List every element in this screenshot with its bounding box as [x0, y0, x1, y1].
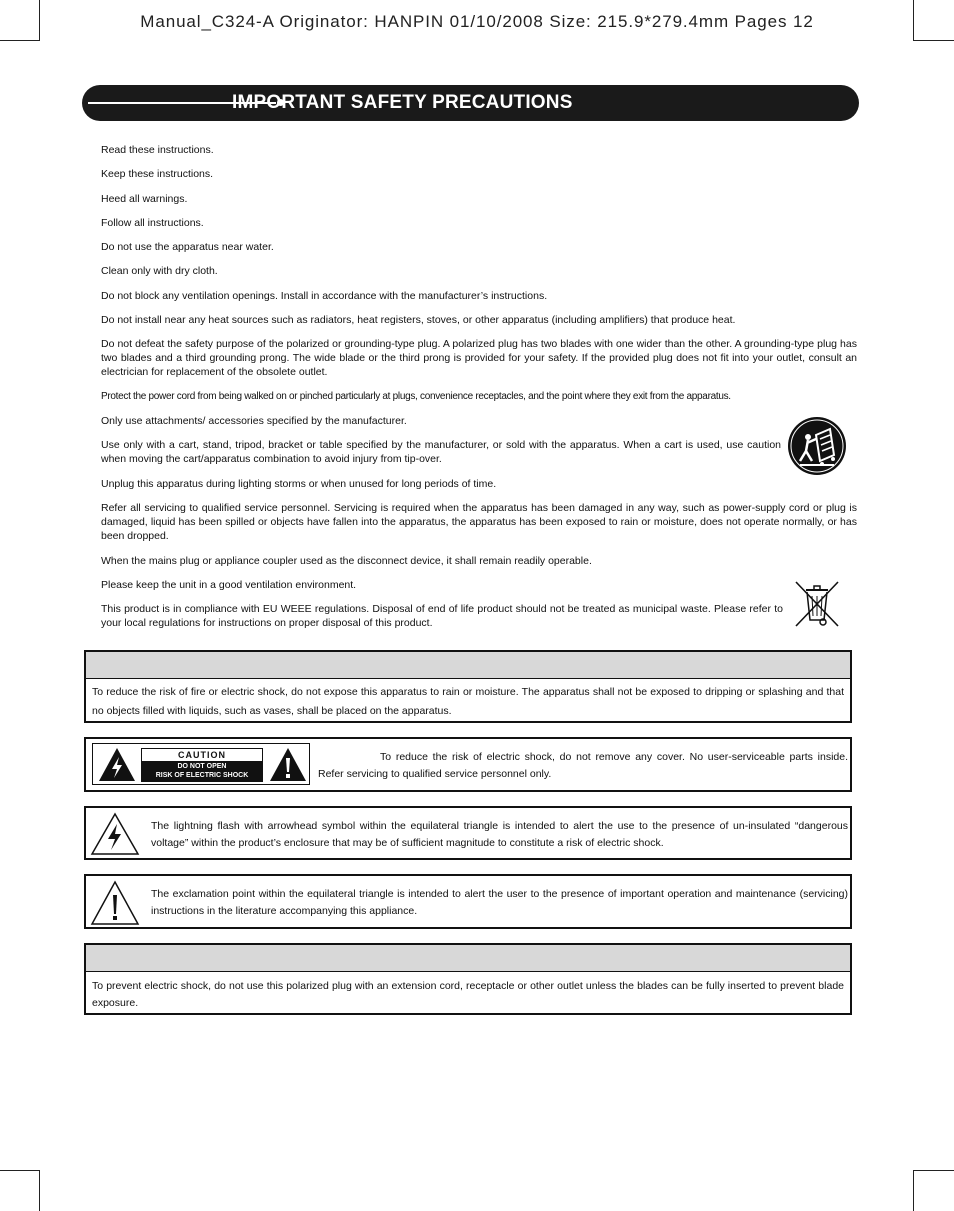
instruction-item: Please keep the unit in a good ventilation environment.	[101, 579, 357, 591]
crop-mark	[913, 40, 954, 41]
caution-line-2: RISK OF ELECTRIC SHOCK	[155, 772, 249, 779]
caution-plate	[141, 748, 263, 782]
exclamation-info-box	[84, 874, 852, 929]
instruction-item: Unplug this apparatus during lighting storms or when unused for long periods of time.	[101, 478, 497, 490]
cart-tip-over-icon	[786, 415, 848, 477]
instruction-item: This product is in compliance with EU WEEE regulations. Disposal of end of life product should not be treated as municipal waste. Please refer to your local regulations for instructions on proper disposal of this product.	[101, 603, 783, 629]
banner-title: IMPORTANT SAFETY PRECAUTIONS	[232, 92, 573, 113]
plug-warning-box	[84, 943, 852, 1015]
instruction-item: Use only with a cart, stand, tripod, bracket or table specified by the manufacturer, or sold with the apparatus. When a cart is used, use caution when moving the cart/apparatus combination to avoid injury from tip-over.	[101, 439, 781, 465]
instruction-item: Read these instructions.	[101, 144, 214, 156]
caution-text: To reduce the risk of electric shock, do not remove any cover. No user-serviceable parts inside. Refer servicing to qualified service personnel only.	[318, 751, 848, 780]
lightning-triangle-icon	[90, 812, 140, 856]
instruction-item: Do not block any ventilation openings. Install in accordance with the manufacturer’s instructions.	[101, 290, 548, 302]
caution-line-1: DO NOT OPEN	[177, 763, 227, 770]
instruction-item: Refer all servicing to qualified service personnel. Servicing is required when the apparatus has been damaged in any way, such as power-supply cord or plug is damaged, liquid has been spilled or objects have fallen into the apparatus, the apparatus has been exposed to rain or moisture, does not operate normally, or has been dropped.	[101, 502, 857, 542]
warning-box-text: To reduce the risk of fire or electric shock, do not expose this apparatus to rain or moisture. The apparatus shall not be exposed to dripping or splashing and that no objects filled with liquids, such as vases, shall be placed on the apparatus.	[92, 686, 844, 717]
exclamation-triangle-icon	[268, 746, 308, 783]
caution-box	[84, 737, 852, 792]
instruction-item: Clean only with dry cloth.	[101, 265, 218, 277]
lightning-info-box	[84, 806, 852, 860]
plug-box-text: To prevent electric shock, do not use this polarized plug with an extension cord, receptacle or other outlet unless the blades can be fully inserted to prevent blade exposure.	[92, 980, 844, 1009]
lightning-triangle-icon	[97, 746, 137, 783]
caution-subtitle	[142, 761, 262, 782]
instruction-item: Do not install near any heat sources such as radiators, heat registers, stoves, or other apparatus (including amplifiers) that produce heat.	[101, 314, 736, 326]
instruction-item: Follow all instructions.	[101, 217, 204, 229]
exclamation-triangle-icon	[90, 880, 140, 926]
plug-box-header	[86, 945, 850, 972]
crop-mark	[0, 1170, 40, 1171]
lightning-info-text: The lightning flash with arrowhead symbol within the equilateral triangle is intended to alert the use to the presence of un-insulated “dangerous voltage” within the product’s enclosure that may be of sufficient magnitude to constitute a risk of electric shock.	[151, 820, 848, 849]
warning-box	[84, 650, 852, 723]
instruction-item: Protect the power cord from being walked on or pinched particularly at plugs, convenience receptacles, and the point where they exit from the apparatus.	[101, 391, 731, 402]
crossed-out-wheelie-bin-icon	[792, 578, 842, 630]
crop-mark	[913, 1170, 914, 1211]
instruction-item: Do not use the apparatus near water.	[101, 241, 274, 253]
section-banner	[82, 85, 859, 121]
crop-mark	[0, 40, 40, 41]
caution-label	[92, 743, 310, 785]
warning-box-header	[86, 652, 850, 679]
instruction-item: When the mains plug or appliance coupler used as the disconnect device, it shall remain readily operable.	[101, 555, 592, 567]
instruction-item: Heed all warnings.	[101, 193, 188, 205]
exclamation-info-text: The exclamation point within the equilateral triangle is intended to alert the user to the presence of important operation and maintenance (servicing) instructions in the literature accompanying this appliance.	[151, 888, 848, 917]
instruction-item: Do not defeat the safety purpose of the polarized or grounding-type plug. A polarized plug has two blades with one wider than the other. A grounding-type plug has two blades and a third grounding prong. The wide blade or the third prong is provided for your safety. If the provided plug does not fit into your outlet, consult an electrician for replacement of the obsolete outlet.	[101, 338, 857, 378]
instruction-item: Keep these instructions.	[101, 168, 214, 180]
page-header: Manual_C324-A Originator: HANPIN 01/10/2008 Size: 215.9*279.4mm Pages 12	[140, 12, 814, 31]
caution-title: CAUTION	[178, 750, 226, 760]
crop-mark	[913, 1170, 954, 1171]
crop-mark	[39, 1170, 40, 1211]
instruction-item: Only use attachments/ accessories specified by the manufacturer.	[101, 415, 407, 427]
